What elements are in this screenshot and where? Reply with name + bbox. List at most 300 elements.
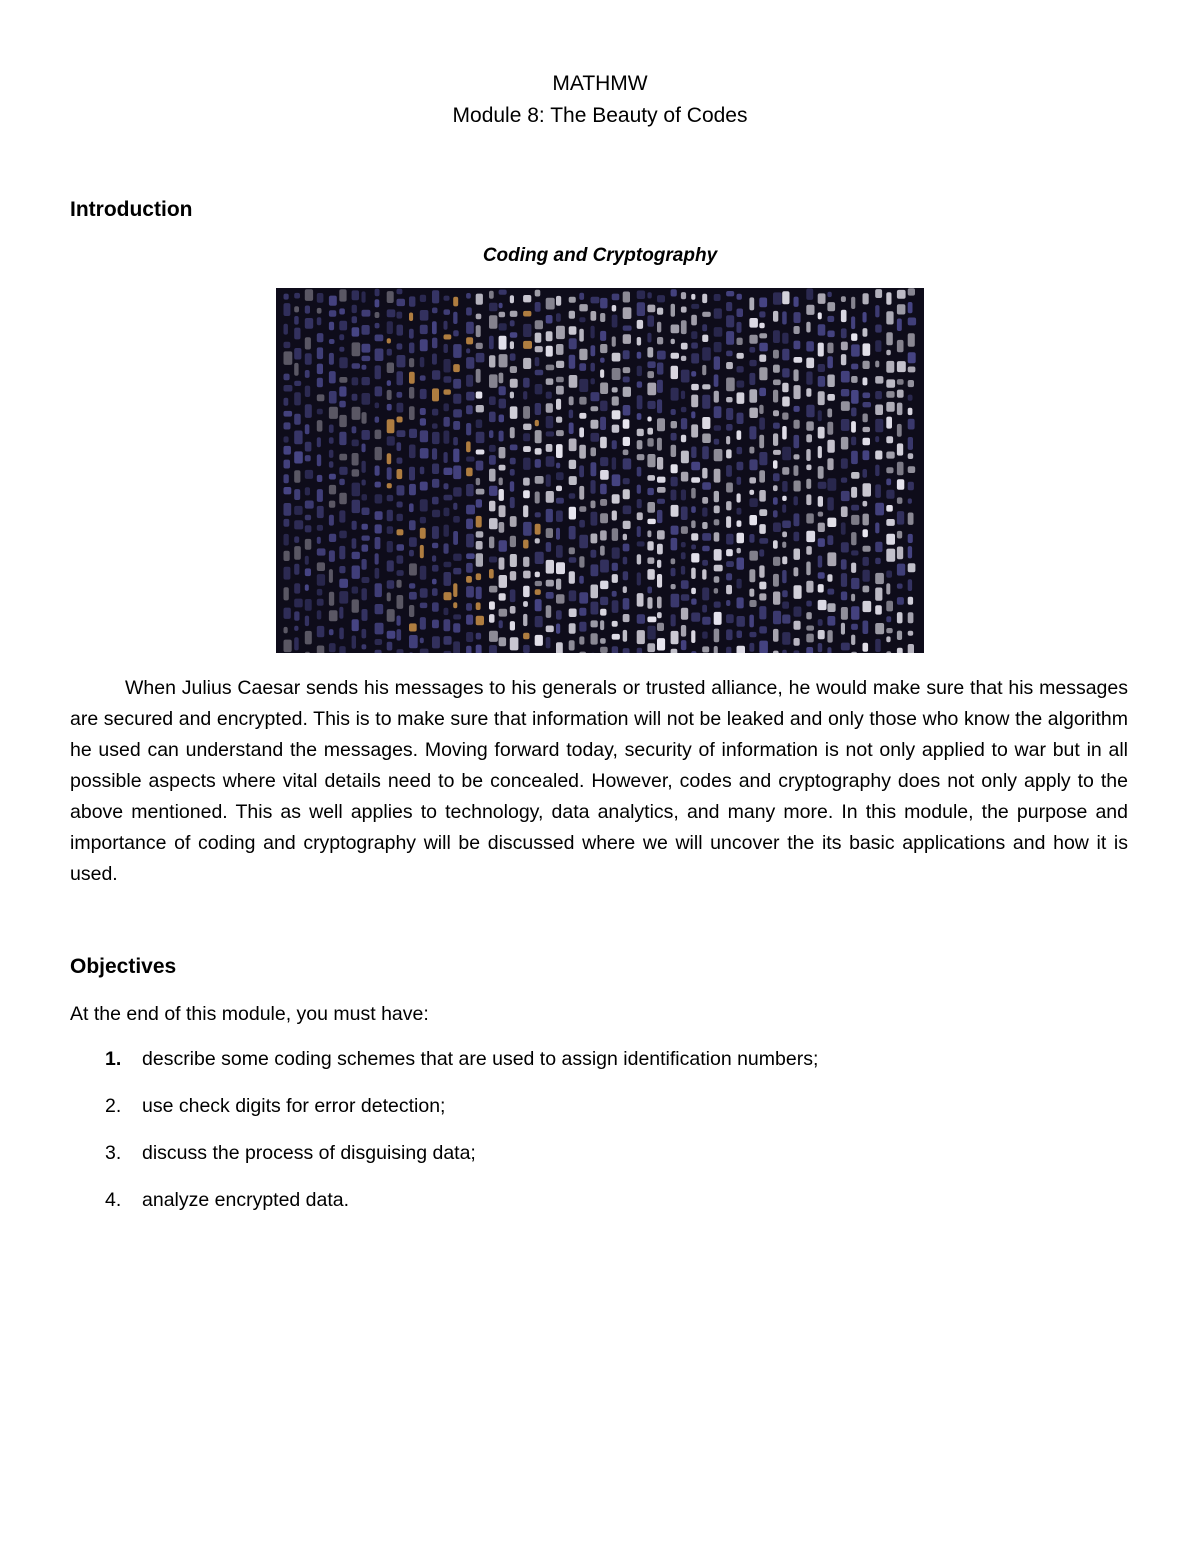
code-column — [453, 297, 462, 653]
code-glyph — [294, 637, 299, 650]
code-glyph — [535, 512, 541, 517]
code-glyph — [535, 459, 541, 468]
code-glyph — [546, 331, 553, 341]
code-glyph — [546, 474, 551, 486]
code-glyph — [535, 346, 543, 352]
code-glyph — [375, 511, 383, 520]
code-glyph — [476, 392, 483, 399]
code-glyph — [317, 293, 324, 303]
matrix-code-image — [276, 288, 924, 653]
code-glyph — [510, 589, 516, 602]
code-glyph — [284, 534, 289, 546]
code-glyph — [851, 364, 858, 370]
code-glyph — [305, 289, 313, 301]
code-glyph — [749, 459, 757, 470]
code-glyph — [352, 407, 361, 420]
code-glyph — [375, 466, 380, 476]
code-glyph — [714, 342, 722, 352]
code-glyph — [749, 347, 755, 353]
code-glyph — [591, 462, 597, 476]
code-glyph — [681, 580, 689, 589]
code-glyph — [841, 643, 850, 651]
code-glyph — [794, 549, 801, 560]
code-glyph — [362, 310, 371, 317]
code-glyph — [556, 545, 563, 558]
code-glyph — [444, 309, 451, 315]
code-glyph — [612, 368, 621, 380]
code-glyph — [489, 569, 494, 579]
code-glyph — [387, 390, 392, 400]
code-column — [908, 288, 916, 653]
code-glyph — [600, 513, 608, 523]
code-glyph — [647, 292, 651, 298]
code-glyph — [556, 498, 564, 504]
code-glyph — [637, 440, 643, 449]
code-glyph — [329, 610, 338, 621]
code-glyph — [579, 304, 588, 311]
code-glyph — [329, 643, 336, 652]
code-glyph — [387, 453, 392, 464]
code-glyph — [339, 357, 347, 368]
code-glyph — [294, 546, 301, 560]
code-glyph — [681, 292, 686, 299]
code-glyph — [702, 497, 708, 504]
code-glyph — [294, 392, 301, 405]
code-glyph — [409, 484, 416, 495]
code-glyph — [546, 580, 554, 587]
code-glyph — [476, 343, 483, 349]
code-glyph — [875, 503, 884, 516]
code-glyph — [714, 439, 720, 445]
code-glyph — [329, 296, 337, 306]
code-glyph — [556, 610, 562, 619]
code-glyph — [444, 651, 452, 653]
code-glyph — [375, 639, 383, 645]
code-glyph — [499, 593, 506, 600]
code-glyph — [827, 316, 834, 322]
code-glyph — [726, 483, 733, 493]
code-glyph — [362, 508, 370, 516]
code-glyph — [818, 312, 822, 319]
code-glyph — [329, 310, 336, 317]
code-glyph — [317, 548, 326, 555]
code-glyph — [510, 481, 514, 492]
code-glyph — [397, 555, 404, 563]
code-glyph — [600, 647, 608, 653]
code-glyph — [556, 377, 564, 383]
code-glyph — [863, 621, 869, 635]
code-glyph — [794, 369, 799, 381]
code-glyph — [489, 586, 497, 593]
code-glyph — [714, 374, 719, 387]
code-glyph — [759, 405, 763, 414]
code-glyph — [317, 317, 322, 325]
code-glyph — [535, 357, 540, 366]
objective-number: 3. — [105, 1142, 122, 1164]
objectives-intro: At the end of this module, you must have: — [70, 1003, 429, 1025]
code-glyph — [420, 325, 428, 334]
code-glyph — [841, 542, 849, 552]
code-glyph — [546, 403, 553, 413]
code-glyph — [623, 544, 630, 552]
code-column — [362, 291, 371, 649]
code-glyph — [886, 332, 893, 345]
code-glyph — [305, 455, 311, 461]
code-glyph — [523, 571, 531, 579]
code-glyph — [623, 292, 630, 303]
code-glyph — [737, 392, 745, 404]
code-glyph — [352, 469, 360, 476]
code-glyph — [305, 337, 311, 349]
code-glyph — [375, 553, 379, 564]
code-glyph — [294, 599, 303, 608]
code-glyph — [317, 562, 325, 571]
code-glyph — [305, 525, 312, 532]
code-glyph — [362, 588, 367, 600]
code-glyph — [499, 489, 504, 501]
code-glyph — [897, 319, 902, 332]
code-glyph — [409, 372, 415, 384]
code-glyph — [794, 385, 801, 399]
code-glyph — [375, 447, 382, 460]
code-glyph — [818, 324, 826, 335]
code-glyph — [702, 468, 707, 479]
code-glyph — [579, 576, 584, 584]
code-glyph — [759, 388, 766, 396]
code-glyph — [851, 316, 855, 329]
code-glyph — [294, 414, 301, 425]
code-glyph — [726, 501, 731, 510]
code-glyph — [375, 403, 380, 409]
code-glyph — [569, 439, 577, 452]
code-glyph — [908, 597, 913, 605]
code-glyph — [453, 449, 459, 463]
code-glyph — [818, 523, 825, 532]
code-column — [806, 289, 815, 654]
code-glyph — [671, 614, 676, 626]
code-column — [569, 297, 578, 651]
code-glyph — [409, 467, 415, 481]
code-glyph — [726, 424, 733, 431]
code-glyph — [637, 366, 642, 376]
code-glyph — [339, 321, 347, 331]
code-glyph — [782, 368, 789, 377]
code-glyph — [420, 310, 429, 321]
code-glyph — [535, 320, 543, 329]
code-glyph — [499, 431, 504, 442]
code-glyph — [671, 594, 680, 608]
code-glyph — [432, 543, 438, 549]
code-glyph — [432, 579, 437, 585]
code-glyph — [600, 298, 607, 309]
code-glyph — [818, 482, 827, 489]
code-glyph — [637, 485, 641, 494]
code-column — [782, 291, 791, 653]
code-glyph — [773, 330, 780, 343]
code-glyph — [329, 391, 337, 404]
code-glyph — [875, 558, 881, 564]
code-glyph — [773, 651, 779, 653]
code-glyph — [600, 401, 607, 412]
code-glyph — [773, 557, 780, 566]
code-glyph — [362, 291, 366, 302]
code-glyph — [908, 466, 916, 473]
code-glyph — [827, 647, 831, 653]
code-glyph — [737, 309, 744, 318]
code-glyph — [409, 550, 414, 557]
code-glyph — [294, 536, 299, 543]
code-glyph — [453, 344, 461, 358]
code-glyph — [339, 454, 347, 461]
code-glyph — [294, 506, 302, 515]
code-glyph — [875, 405, 883, 416]
code-glyph — [387, 592, 391, 601]
code-glyph — [897, 547, 903, 560]
code-glyph — [875, 376, 883, 384]
code-glyph — [806, 531, 815, 542]
code-glyph — [453, 487, 461, 496]
code-glyph — [569, 609, 577, 618]
code-glyph — [623, 350, 630, 359]
code-glyph — [737, 508, 742, 515]
code-glyph — [691, 630, 695, 643]
code-glyph — [827, 478, 836, 491]
code-column — [489, 291, 498, 653]
code-glyph — [362, 524, 368, 530]
code-glyph — [453, 379, 461, 389]
code-glyph — [569, 297, 576, 303]
code-glyph — [647, 428, 653, 435]
code-column — [886, 292, 895, 653]
code-glyph — [523, 424, 531, 430]
code-glyph — [827, 343, 833, 354]
code-glyph — [476, 602, 481, 610]
code-glyph — [375, 323, 380, 329]
code-glyph — [637, 352, 642, 359]
code-glyph — [637, 395, 643, 409]
code-glyph — [818, 427, 825, 439]
code-glyph — [702, 617, 710, 625]
code-glyph — [897, 361, 906, 372]
code-glyph — [657, 363, 663, 375]
code-glyph — [284, 398, 289, 406]
code-glyph — [818, 391, 825, 405]
code-glyph — [352, 342, 361, 356]
code-glyph — [827, 356, 833, 368]
code-glyph — [671, 388, 679, 401]
code-glyph — [647, 371, 654, 378]
code-glyph — [612, 621, 618, 627]
code-glyph — [671, 505, 679, 517]
code-glyph — [375, 417, 380, 423]
code-glyph — [556, 511, 563, 522]
code-glyph — [702, 546, 710, 552]
code-glyph — [476, 353, 485, 363]
code-glyph — [702, 347, 711, 360]
code-glyph — [851, 563, 856, 573]
code-glyph — [637, 381, 642, 387]
code-glyph — [591, 585, 599, 599]
code-glyph — [600, 470, 609, 480]
code-glyph — [841, 296, 846, 302]
code-glyph — [339, 546, 345, 559]
code-glyph — [647, 597, 652, 609]
code-glyph — [535, 552, 544, 564]
code-glyph — [827, 422, 833, 435]
code-glyph — [818, 584, 824, 592]
code-glyph — [657, 438, 662, 451]
code-glyph — [863, 546, 871, 552]
code-glyph — [453, 437, 458, 445]
code-glyph — [886, 534, 895, 545]
code-glyph — [499, 290, 507, 295]
code-glyph — [681, 526, 688, 534]
code-glyph — [637, 454, 645, 460]
code-glyph — [305, 584, 309, 591]
code-glyph — [671, 421, 677, 428]
code-glyph — [579, 363, 586, 371]
code-glyph — [863, 557, 869, 566]
code-glyph — [875, 588, 882, 601]
code-glyph — [702, 335, 708, 342]
code-glyph — [726, 302, 732, 311]
code-glyph — [420, 375, 426, 380]
code-glyph — [681, 608, 688, 620]
code-glyph — [681, 640, 687, 650]
code-glyph — [329, 450, 334, 458]
code-glyph — [397, 442, 402, 451]
code-glyph — [569, 311, 575, 319]
code-glyph — [875, 361, 879, 368]
code-column — [681, 292, 690, 650]
code-glyph — [375, 289, 380, 297]
code-glyph — [432, 423, 438, 428]
code-glyph — [863, 438, 871, 446]
code-glyph — [637, 572, 641, 585]
code-column — [671, 289, 680, 653]
code-glyph — [691, 553, 699, 562]
code-glyph — [657, 399, 662, 413]
code-glyph — [362, 480, 366, 486]
code-glyph — [794, 341, 801, 350]
code-glyph — [782, 291, 789, 304]
code-glyph — [863, 328, 868, 337]
code-glyph — [612, 591, 617, 597]
code-glyph — [749, 551, 758, 561]
code-glyph — [794, 567, 799, 576]
code-glyph — [284, 460, 291, 469]
code-column — [818, 293, 827, 652]
code-glyph — [294, 316, 299, 325]
code-glyph — [375, 524, 382, 533]
code-glyph — [681, 490, 686, 501]
code-glyph — [623, 614, 630, 622]
code-glyph — [387, 541, 393, 552]
code-glyph — [444, 468, 453, 475]
code-glyph — [671, 409, 676, 415]
code-glyph — [397, 485, 405, 495]
code-glyph — [510, 637, 519, 650]
code-glyph — [671, 325, 680, 334]
code-glyph — [339, 432, 346, 445]
code-glyph — [600, 484, 607, 495]
code-glyph — [794, 326, 800, 334]
code-glyph — [339, 334, 344, 340]
code-glyph — [657, 477, 666, 483]
code-glyph — [432, 432, 440, 444]
code-glyph — [875, 289, 882, 298]
code-glyph — [749, 360, 756, 366]
code-glyph — [387, 419, 395, 433]
code-glyph — [759, 323, 764, 329]
code-glyph — [510, 497, 515, 508]
code-glyph — [546, 444, 553, 452]
code-glyph — [657, 574, 662, 588]
code-glyph — [510, 458, 516, 465]
code-glyph — [851, 408, 856, 417]
code-glyph — [600, 383, 608, 395]
code-glyph — [886, 505, 893, 512]
code-glyph — [773, 311, 778, 322]
code-glyph — [749, 297, 754, 310]
code-glyph — [759, 470, 765, 482]
code-glyph — [510, 406, 518, 419]
code-glyph — [623, 387, 631, 397]
code-glyph — [317, 506, 324, 518]
code-glyph — [749, 534, 754, 543]
code-glyph — [375, 430, 382, 440]
code-glyph — [759, 565, 764, 577]
code-glyph — [591, 633, 598, 644]
code-glyph — [759, 298, 767, 308]
code-glyph — [875, 623, 884, 634]
code-glyph — [637, 554, 641, 564]
code-glyph — [489, 374, 498, 388]
code-glyph — [476, 478, 480, 485]
code-glyph — [397, 514, 403, 521]
code-column — [523, 295, 532, 653]
code-glyph — [569, 590, 577, 601]
code-glyph — [647, 347, 653, 357]
code-glyph — [432, 308, 438, 314]
code-glyph — [863, 377, 868, 385]
code-glyph — [841, 401, 850, 411]
code-glyph — [782, 426, 787, 440]
code-glyph — [387, 642, 393, 651]
code-glyph — [759, 626, 767, 633]
code-glyph — [352, 327, 360, 336]
code-glyph — [397, 371, 404, 385]
code-glyph — [623, 571, 628, 580]
code-glyph — [714, 612, 722, 625]
code-glyph — [397, 430, 406, 437]
code-glyph — [466, 307, 472, 315]
code-glyph — [612, 457, 616, 470]
code-glyph — [284, 436, 289, 442]
code-glyph — [489, 430, 493, 438]
code-glyph — [875, 605, 882, 614]
code-glyph — [691, 395, 698, 408]
code-glyph — [432, 321, 437, 334]
code-glyph — [352, 394, 358, 401]
code-glyph — [886, 350, 891, 355]
code-glyph — [409, 583, 415, 588]
code-glyph — [681, 451, 689, 464]
code-glyph — [782, 570, 786, 583]
code-glyph — [329, 629, 334, 635]
code-glyph — [362, 412, 367, 424]
code-glyph — [749, 389, 757, 403]
